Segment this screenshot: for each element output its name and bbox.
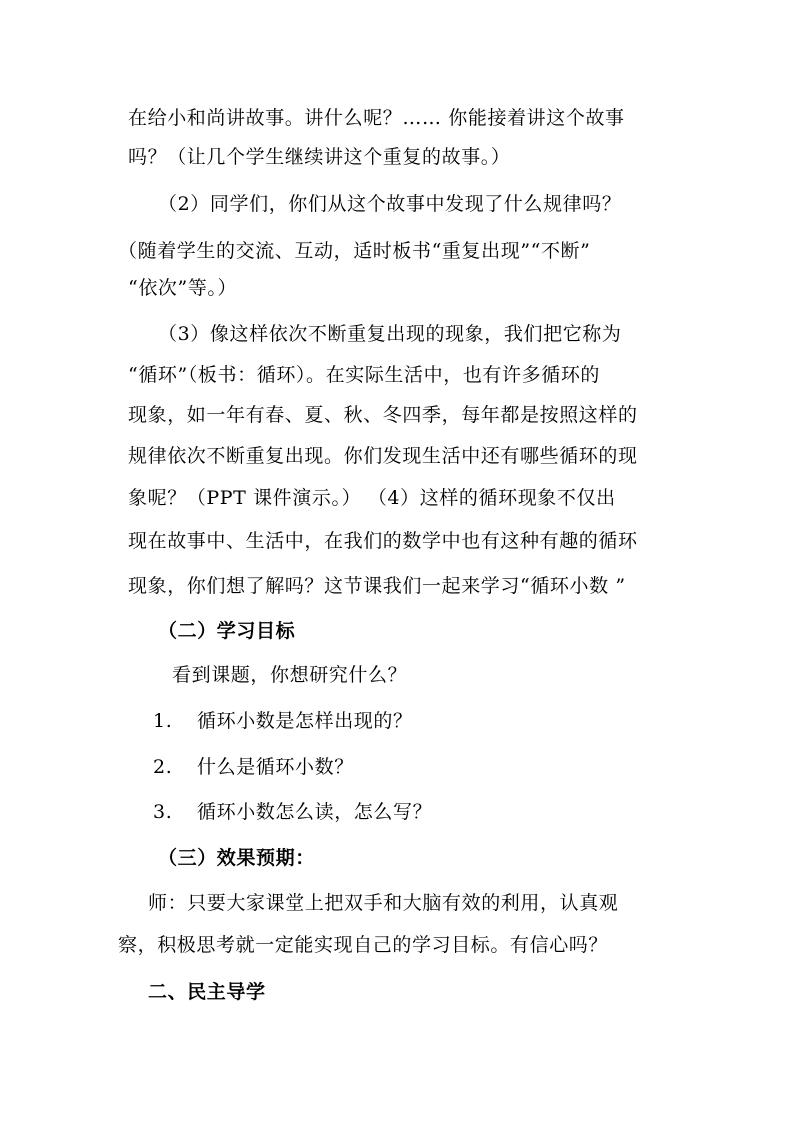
question-3-line-7: 现象，你们想了解吗？这节课我们一起来学习“循环小数 ”	[128, 575, 626, 597]
learning-goal-item-3	[153, 800, 432, 824]
learning-goals-prompt: 看到课题，你想研究什么？	[172, 664, 408, 686]
learning-goals-heading: （二）学习目标	[158, 620, 296, 642]
list-number: 2.	[153, 756, 173, 778]
expected-effect-line-1: 师：只要大家课堂上把双手和大脑有效的利用，认真观	[148, 892, 619, 914]
question-2-line-3: “依次”等。）	[128, 277, 238, 299]
section-two-heading: 二、民主导学	[148, 981, 266, 1003]
question-3-line-4: 规律依次不断重复出现。你们发现生活中还有哪些循环的现	[128, 445, 638, 467]
list-number: 3.	[153, 801, 173, 823]
learning-goal-item-2	[153, 755, 354, 779]
list-item-text: 循环小数怎么读，怎么写？	[197, 801, 433, 823]
learning-goal-item-1	[153, 709, 413, 733]
expected-effect-heading: （三）效果预期：	[158, 847, 315, 869]
list-number: 1.	[153, 710, 173, 732]
question-3-line-5: 象呢？（PPT 课件演示。） （4）这样的循环现象不仅出	[128, 487, 616, 509]
question-3-line-1: （3）像这样依次不断重复出现的现象，我们把它称为	[158, 323, 622, 345]
list-item-text: 什么是循环小数？	[197, 756, 354, 778]
expected-effect-line-2: 察，积极思考就一定能实现自己的学习目标。有信心吗？	[118, 934, 609, 956]
question-3-line-6: 现在故事中、生活中，在我们的数学中也有这种有趣的循环	[128, 530, 638, 552]
question-3-line-3: 现象，如一年有春、夏、秋、冬四季，每年都是按照这样的	[128, 404, 638, 426]
question-2-line-2: （随着学生的交流、互动，适时板书“重复出现”“不断”	[118, 240, 591, 262]
question-2-line-1: （2）同学们，你们从这个故事中发现了什么规律吗？	[158, 193, 622, 215]
story-intro-line-2: 吗？（让几个学生继续讲这个重复的故事。）	[128, 146, 511, 168]
list-item-text: 循环小数是怎样出现的？	[197, 710, 413, 732]
question-3-line-2: “循环”（板书：循环）。在实际生活中，也有许多循环的	[128, 364, 601, 386]
story-intro-line-1: 在给小和尚讲故事。讲什么呢？…… 你能接着讲这个故事	[128, 107, 625, 129]
